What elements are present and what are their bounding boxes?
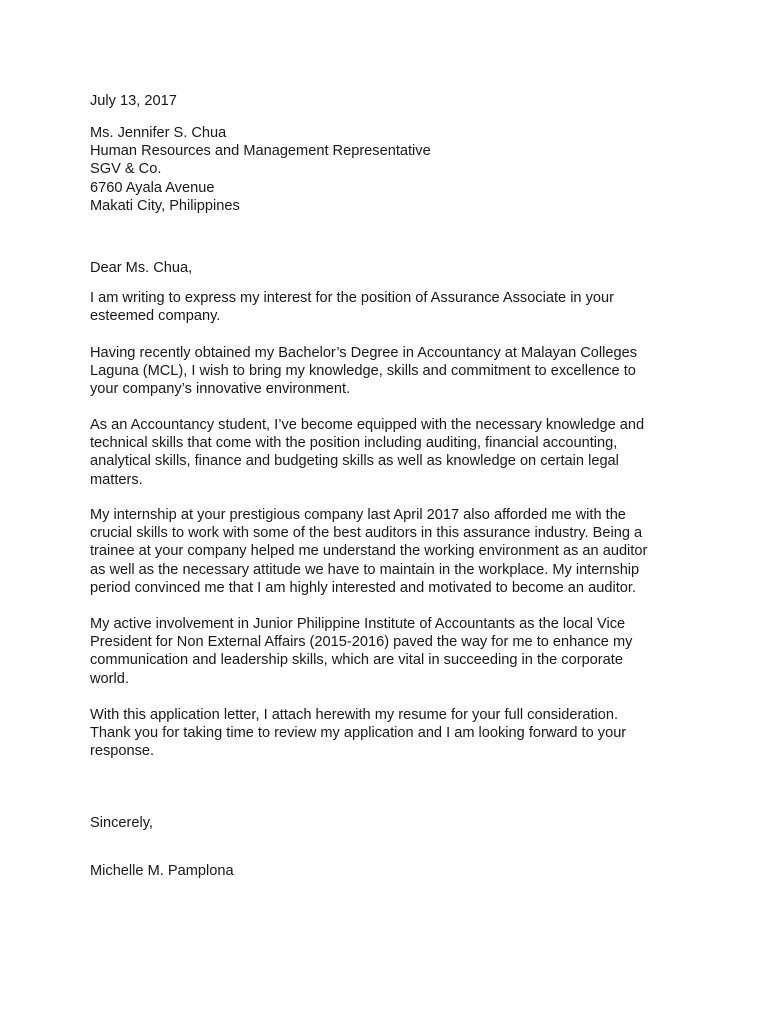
recipient-address: [90, 124, 690, 215]
paragraph-line: Having recently obtained my Bachelor’s Degree in Accountancy at Malayan Colleges: [90, 345, 638, 361]
paragraph-line: matters.: [90, 471, 143, 488]
paragraph-line: as well as the necessary attitude we have to maintain in the workplace. My internship: [90, 561, 640, 578]
paragraph-line: esteemed company.: [90, 308, 221, 325]
paragraph-line: President for Non External Affairs (2015-2016) paved the way for me to enhance my: [90, 634, 633, 651]
paragraph-closing-remarks: [90, 706, 690, 761]
paragraph-line: response.: [90, 743, 155, 760]
paragraph-line: technical skills that come with the position including auditing, financial accounting,: [90, 435, 618, 452]
paragraph-line: Laguna (MCL), I wish to bring my knowledge, skills and commitment to excellence to: [90, 363, 636, 380]
paragraph-line: trainee at your company helped me understand the working environment as an auditor: [90, 543, 648, 560]
paragraph-line: Thank you for taking time to review my application and I am looking forward to your: [90, 725, 627, 742]
paragraph-line: analytical skills, finance and budgeting skills as well as knowledge on certain legal: [90, 453, 619, 470]
letter-date: July 13, 2017: [90, 93, 177, 109]
paragraph-line: crucial skills to work with some of the best auditors in this assurance industry. Being a: [90, 525, 643, 542]
paragraph-degree: [90, 344, 690, 399]
salutation: Dear Ms. Chua,: [90, 260, 193, 276]
paragraph-line: With this application letter, I attach herewith my resume for your full consideration.: [90, 707, 619, 723]
recipient-company: SGV & Co.: [90, 161, 162, 178]
paragraph-skills: [90, 416, 690, 489]
paragraph-line: My active involvement in Junior Philippine Institute of Accountants as the local Vice: [90, 616, 626, 632]
paragraph-line: period convinced me that I am highly interested and motivated to become an auditor.: [90, 579, 636, 596]
paragraph-line: world.: [90, 670, 129, 687]
sender-name: Michelle M. Pamplona: [90, 863, 234, 879]
paragraph-intro: [90, 289, 690, 325]
recipient-street: 6760 Ayala Avenue: [90, 179, 215, 196]
paragraph-involvement: [90, 615, 690, 688]
recipient-city: Makati City, Philippines: [90, 197, 240, 214]
paragraph-line: As an Accountancy student, I’ve become equipped with the necessary knowledge and: [90, 417, 645, 433]
paragraph-line: My internship at your prestigious company last April 2017 also afforded me with the: [90, 507, 626, 523]
complimentary-close: Sincerely,: [90, 815, 153, 831]
paragraph-line: your company’s innovative environment.: [90, 381, 351, 398]
paragraph-line: I am writing to express my interest for the position of Assurance Associate in your: [90, 290, 614, 306]
paragraph-line: communication and leadership skills, which are vital in succeeding in the corporate: [90, 652, 623, 669]
paragraph-internship: [90, 506, 690, 597]
recipient-title: Human Resources and Management Representative: [90, 143, 431, 160]
recipient-name: Ms. Jennifer S. Chua: [90, 125, 227, 141]
